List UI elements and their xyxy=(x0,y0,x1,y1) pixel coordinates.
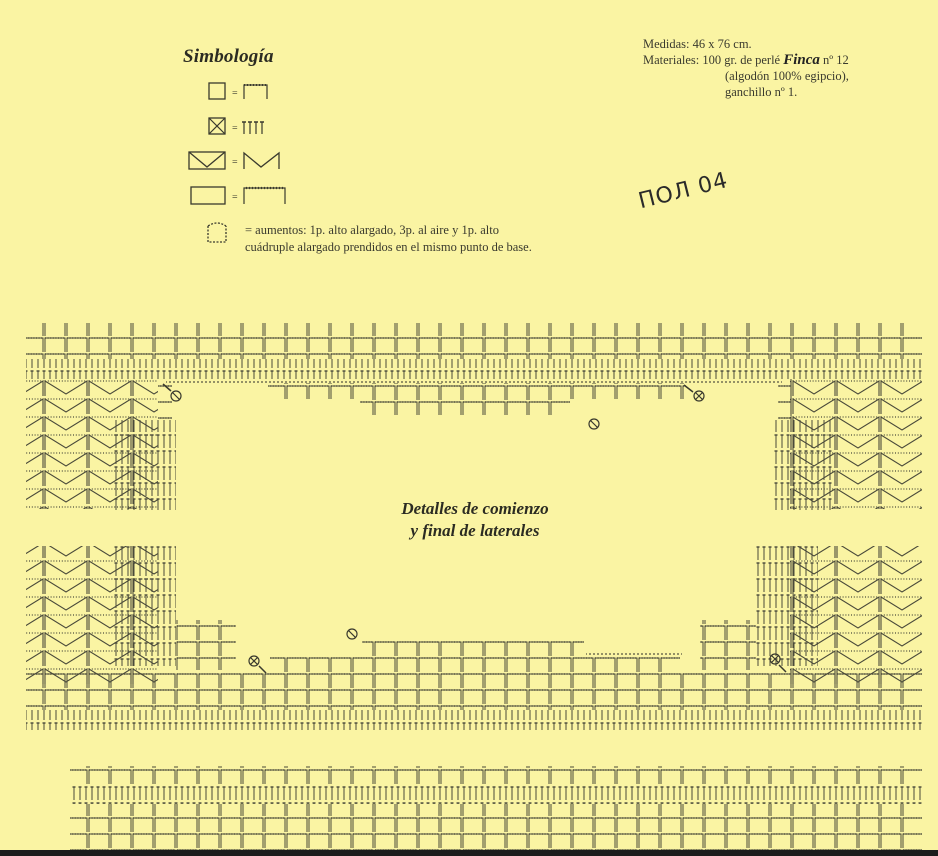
lower-right-column xyxy=(700,546,922,686)
measurements-text: Medidas: 46 x 76 cm. xyxy=(643,37,752,51)
upper-left-column xyxy=(26,379,176,510)
increase-note: = aumentos: 1p. alto alargado, 3p. al aire y 1p. alto cuádruple alargado prendidos en el mismo punto de base. xyxy=(245,223,532,254)
materials-line-2: (algodón 100% egipcio), xyxy=(725,69,849,83)
diagram-caption xyxy=(330,498,620,542)
scan-bottom-edge xyxy=(0,850,938,856)
start-marker-icon xyxy=(249,656,266,673)
caption-line-2: y final de laterales xyxy=(410,521,540,540)
start-marker-icon xyxy=(347,629,357,639)
svg-text:=: = xyxy=(232,192,238,203)
svg-text:=: = xyxy=(232,157,238,168)
materials-line-3: ganchillo nº 1. xyxy=(725,85,798,99)
start-marker-icon xyxy=(684,385,704,401)
materials-suffix: nº 12 xyxy=(823,53,849,67)
bottom-panel xyxy=(70,766,922,850)
start-marker-icon xyxy=(589,419,599,429)
lower-left-column xyxy=(26,546,236,686)
brand-name: Finca xyxy=(783,52,820,68)
handwritten-note: ПОЛ 04 xyxy=(636,167,731,215)
svg-text:=: = xyxy=(232,123,238,134)
materials-prefix: Materiales: 100 gr. de perlé xyxy=(643,53,781,67)
svg-text:=: = xyxy=(232,88,238,99)
caption-line-1: Detalles de comienzo xyxy=(401,499,549,518)
legend-title: Simbología xyxy=(183,46,274,67)
upper-right-column xyxy=(772,379,922,510)
